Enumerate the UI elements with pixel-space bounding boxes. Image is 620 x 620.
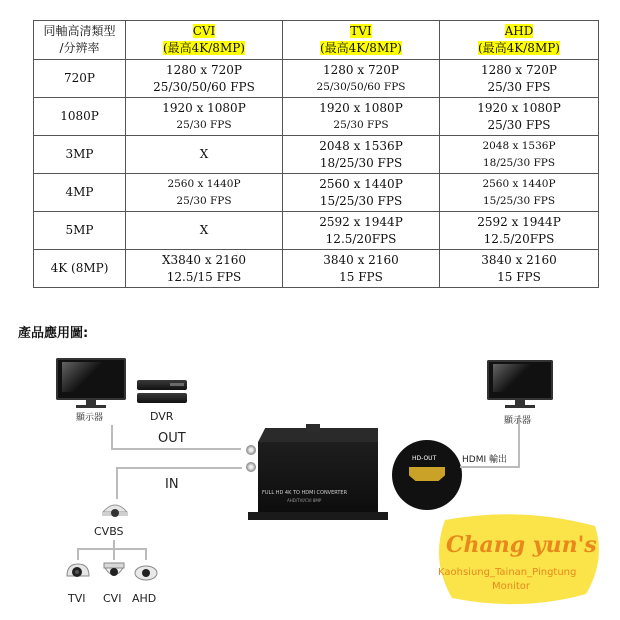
- cell-tvi: 2048 x 1536P 18/25/30 FPS: [283, 136, 440, 174]
- diagram-title: 產品應用圖:: [18, 326, 89, 341]
- logo: [430, 512, 605, 610]
- in-wire: [116, 467, 242, 469]
- row-resolution: 4K (8MP): [34, 250, 126, 288]
- cell-ahd: 1920 x 1080P 25/30 FPS: [440, 98, 599, 136]
- cvbs-camera-icon: [100, 500, 130, 526]
- cell-ahd: 1280 x 720P 25/30 FPS: [440, 60, 599, 98]
- out-wire: [111, 448, 241, 450]
- cell-cvi: X3840 x 2160 12.5/15 FPS: [126, 250, 283, 288]
- out-label: OUT: [158, 431, 186, 446]
- cell-cvi: 1280 x 720P 25/30/50/60 FPS: [126, 60, 283, 98]
- hdmi-badge-text: HD-OUT: [412, 455, 437, 462]
- cvbs-label: CVBS: [94, 525, 124, 538]
- logo-line2: Monitor: [492, 581, 531, 592]
- cvi-camera-icon: [101, 562, 127, 586]
- camera-label-ahd: AHD: [132, 592, 157, 605]
- logo-name: Chang yun's: [446, 532, 597, 558]
- cell-ahd: 2560 x 1440P 15/25/30 FPS: [440, 174, 599, 212]
- out-wire: [111, 425, 113, 449]
- cell-tvi: 2592 x 1944P 12.5/20FPS: [283, 212, 440, 250]
- camera-wire: [77, 548, 79, 560]
- row-resolution: 5MP: [34, 212, 126, 250]
- cell-tvi: 3840 x 2160 15 FPS: [283, 250, 440, 288]
- camera-label-tvi: TVI: [68, 592, 86, 605]
- row-resolution: 3MP: [34, 136, 126, 174]
- table-row: [34, 212, 599, 250]
- cell-cvi: X: [126, 136, 283, 174]
- header-ahd: AHD (最高4K/8MP): [440, 21, 599, 60]
- cell-ahd: 3840 x 2160 15 FPS: [440, 250, 599, 288]
- row-resolution: 1080P: [34, 98, 126, 136]
- cell-tvi: 1280 x 720P 25/30/50/60 FPS: [283, 60, 440, 98]
- row-resolution: 4MP: [34, 174, 126, 212]
- camera-label-cvi: CVI: [103, 592, 122, 605]
- hdmi-port-icon: [392, 440, 462, 510]
- cell-tvi: 2560 x 1440P 15/25/30 FPS: [283, 174, 440, 212]
- hdmi-wire: [460, 466, 520, 468]
- ahd-camera-icon: [133, 562, 159, 586]
- cell-ahd: 2592 x 1944P 12.5/20FPS: [440, 212, 599, 250]
- monitor-left-icon: [56, 358, 126, 408]
- logo-line1: Kaohsiung_Tainan_Pingtung: [438, 567, 577, 578]
- monitor-left-label: 顯示器: [76, 413, 104, 423]
- camera-wire: [113, 540, 115, 548]
- cell-cvi: X: [126, 212, 283, 250]
- cell-cvi: 1920 x 1080P 25/30 FPS: [126, 98, 283, 136]
- header-tvi: TVI (最高4K/8MP): [283, 21, 440, 60]
- table-row: [34, 136, 599, 174]
- dvr-label: DVR: [150, 410, 174, 423]
- camera-wire: [145, 548, 147, 560]
- tvi-camera-icon: [65, 562, 91, 586]
- monitor-right-label: 顯示器: [504, 416, 532, 426]
- table-header-row: [34, 21, 599, 60]
- in-label: IN: [165, 477, 179, 492]
- row-resolution: 720P: [34, 60, 126, 98]
- spec-table: [33, 20, 599, 288]
- header-type-resolution: 同軸高清類型 /分辨率: [34, 21, 126, 60]
- monitor-right-icon: [487, 360, 553, 408]
- table-row: [34, 174, 599, 212]
- device-text: FULL HD 4K TO HDMI CONVERTER: [262, 490, 348, 496]
- cell-tvi: 1920 x 1080P 25/30 FPS: [283, 98, 440, 136]
- table-row: [34, 250, 599, 288]
- header-cvi: CVI (最高4K/8MP): [126, 21, 283, 60]
- hdmi-output-label: HDMI 輸出: [462, 455, 507, 465]
- camera-wire: [113, 548, 115, 560]
- table-row: [34, 98, 599, 136]
- cell-cvi: 2560 x 1440P 25/30 FPS: [126, 174, 283, 212]
- in-wire: [116, 467, 118, 499]
- table-row: [34, 60, 599, 98]
- cell-ahd: 2048 x 1536P 18/25/30 FPS: [440, 136, 599, 174]
- camera-wire: [77, 548, 147, 550]
- device-subtext: AHD/TVI/CVI 8MP: [287, 498, 322, 503]
